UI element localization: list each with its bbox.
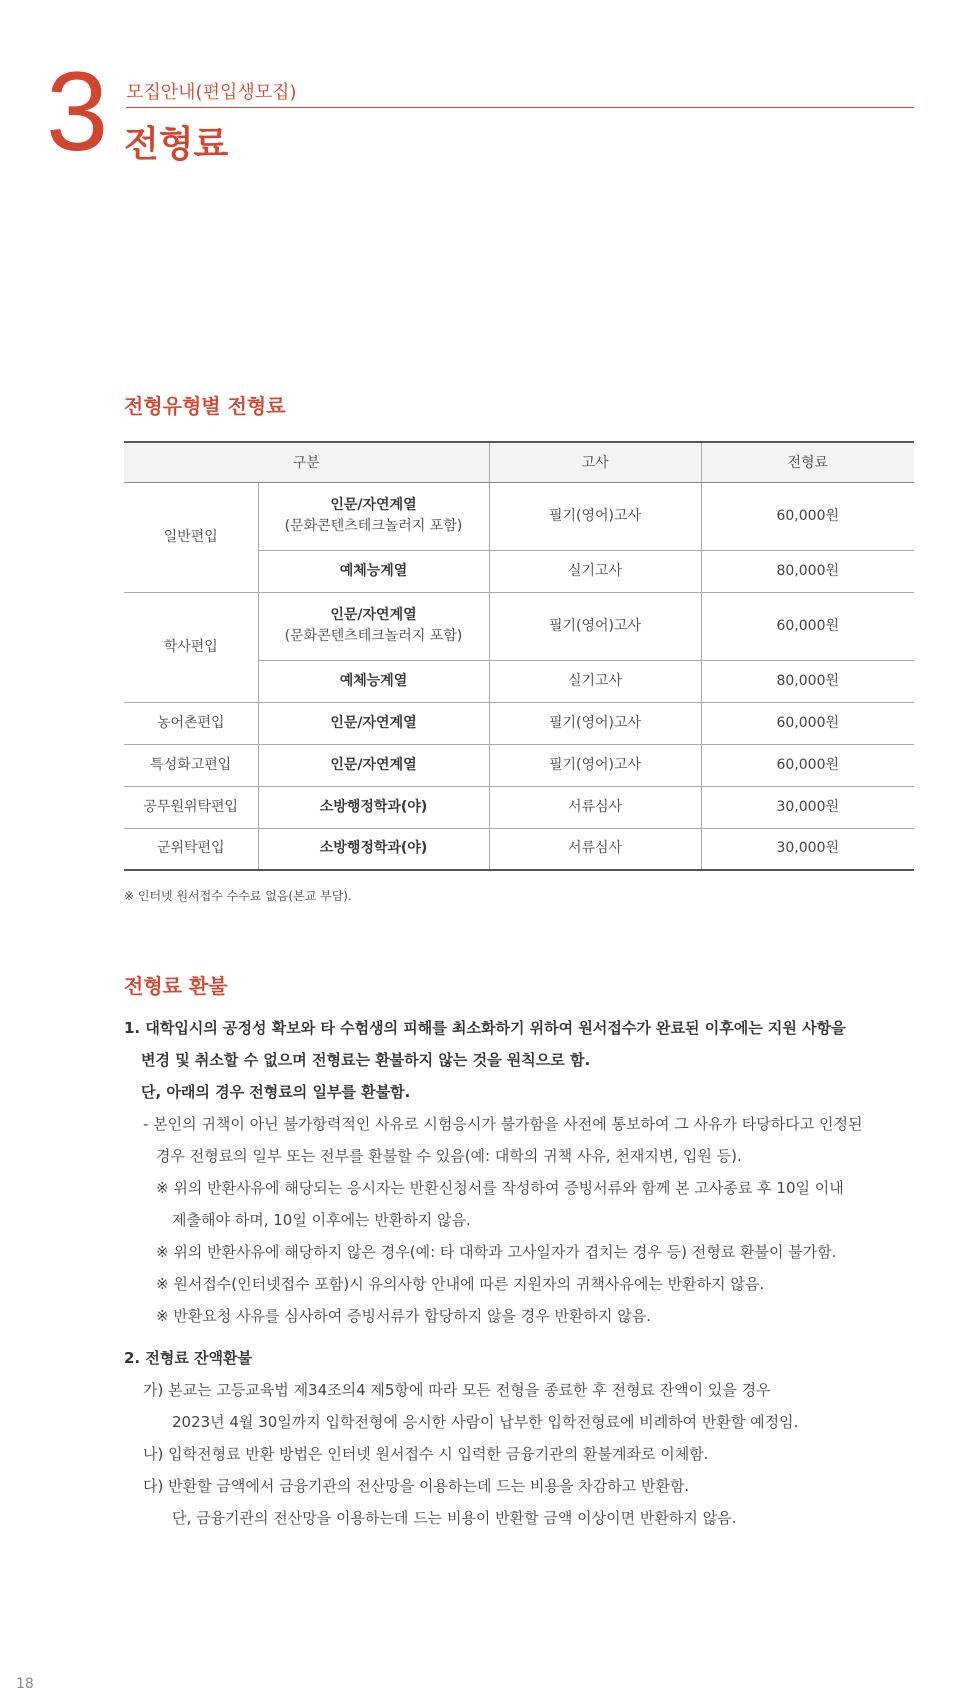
page-title: 전형료	[124, 124, 229, 165]
balance-refund-line: 가) 본교는 고등교육법 제34조의4 제5항에 따라 모든 전형을 종료한 후 전형료 잔액이 있을 경우	[143, 1381, 771, 1399]
dept-label: 인문/자연계열	[330, 497, 417, 513]
exam-cell: 필기(영어)고사	[489, 702, 701, 744]
table-header-row	[124, 442, 914, 482]
group-cell: 농어촌편입	[124, 702, 258, 744]
refund-note-line: ※ 반환요청 사유를 심사하여 증빙서류가 합당하지 않을 경우 반환하지 않음.	[156, 1307, 651, 1325]
group-cell: 특성화고편입	[124, 744, 258, 786]
refund-note-line: ※ 위의 반환사유에 해당하지 않은 경우(예: 타 대학과 고사일자가 겹치는 경우 등) 전형료 환불이 불가함.	[156, 1243, 837, 1261]
group-cell: 일반편입	[124, 482, 258, 592]
refund-section-title: 전형료 환불	[124, 974, 228, 998]
page-number: 18	[16, 1676, 34, 1692]
refund-paragraph-line: 1. 대학입시의 공정성 확보와 타 수험생의 피해를 최소화하기 위하여 원서접수가 완료된 이후에는 지원 사항을	[124, 1019, 846, 1037]
table-row	[124, 482, 914, 550]
refund-detail-line: - 본인의 귀책이 아닌 불가항력적인 사유로 시험응시가 불가함을 사전에 통보하여 그 사유가 타당하다고 인정된	[143, 1115, 863, 1133]
fee-note: ※ 인터넷 원서접수 수수료 없음(본교 부담).	[124, 889, 352, 903]
exam-cell: 필기(영어)고사	[489, 482, 701, 550]
fee-cell: 60,000원	[701, 592, 914, 660]
refund-note-line: 제출해야 하며, 10일 이후에는 반환하지 않음.	[172, 1211, 471, 1229]
dept-label: 인문/자연계열	[330, 607, 417, 623]
refund-body	[124, 1012, 924, 1534]
balance-refund-line: 단, 금융기관의 전산망을 이용하는데 드는 비용이 반환할 금액 이상이면 반환하지 않음.	[172, 1509, 737, 1527]
exam-cell: 서류심사	[489, 828, 701, 870]
dept-note: (문화콘텐츠테크놀러지 포함)	[284, 518, 463, 534]
fee-cell: 30,000원	[701, 786, 914, 828]
fee-table	[124, 441, 914, 871]
group-cell: 군위탁편입	[124, 828, 258, 870]
dept-cell	[258, 592, 489, 660]
exam-cell: 실기고사	[489, 550, 701, 592]
table-row	[124, 702, 914, 744]
group-cell: 공무원위탁편입	[124, 786, 258, 828]
fee-cell: 60,000원	[701, 482, 914, 550]
exam-cell: 서류심사	[489, 786, 701, 828]
dept-cell: 소방행정학과(야)	[258, 828, 489, 870]
exam-cell: 필기(영어)고사	[489, 592, 701, 660]
chapter-number: 3	[46, 49, 109, 174]
dept-cell: 인문/자연계열	[258, 744, 489, 786]
chapter-subtitle: 모집안내(편입생모집)	[126, 82, 297, 103]
fee-section-title: 전형유형별 전형료	[124, 394, 286, 418]
column-header-exam: 고사	[489, 442, 701, 482]
fee-cell: 80,000원	[701, 660, 914, 702]
exam-cell: 필기(영어)고사	[489, 744, 701, 786]
refund-paragraph-line: 단, 아래의 경우 전형료의 일부를 환불함.	[141, 1083, 411, 1101]
dept-cell: 예체능계열	[258, 660, 489, 702]
balance-refund-line: 다) 반환할 금액에서 금융기관의 전산망을 이용하는데 드는 비용을 차감하고 반환함.	[143, 1477, 690, 1495]
balance-refund-title: 2. 전형료 잔액환불	[124, 1349, 253, 1367]
group-cell: 학사편입	[124, 592, 258, 702]
dept-cell: 인문/자연계열	[258, 702, 489, 744]
dept-note: (문화콘텐츠테크놀러지 포함)	[284, 628, 463, 644]
fee-cell: 60,000원	[701, 702, 914, 744]
fee-cell: 60,000원	[701, 744, 914, 786]
dept-cell: 소방행정학과(야)	[258, 786, 489, 828]
fee-cell: 30,000원	[701, 828, 914, 870]
refund-detail-line: 경우 전형료의 일부 또는 전부를 환불할 수 있음(예: 대학의 귀책 사유, 천재지변, 입원 등).	[156, 1147, 742, 1165]
balance-refund-line: 나) 입학전형료 반환 방법은 인터넷 원서접수 시 입력한 금융기관의 환불계좌로 이체함.	[143, 1445, 709, 1463]
table-row	[124, 828, 914, 870]
exam-cell: 실기고사	[489, 660, 701, 702]
header-divider	[126, 107, 914, 108]
refund-note-line: ※ 원서접수(인터넷접수 포함)시 유의사항 안내에 따른 지원자의 귀책사유에는 반환하지 않음.	[156, 1275, 765, 1293]
table-row	[124, 786, 914, 828]
refund-note-line: ※ 위의 반환사유에 해당되는 응시자는 반환신청서를 작성하여 증빙서류와 함께 본 고사종료 후 10일 이내	[156, 1179, 844, 1197]
table-row	[124, 744, 914, 786]
column-header-fee: 전형료	[701, 442, 914, 482]
column-header-category: 구분	[124, 442, 489, 482]
balance-refund-line: 2023년 4월 30일까지 입학전형에 응시한 사람이 납부한 입학전형료에 비례하여 반환할 예정임.	[172, 1413, 799, 1431]
refund-paragraph-line: 변경 및 취소할 수 없으며 전형료는 환불하지 않는 것을 원칙으로 함.	[141, 1051, 591, 1069]
dept-cell: 예체능계열	[258, 550, 489, 592]
table-row	[124, 592, 914, 660]
dept-cell	[258, 482, 489, 550]
fee-cell: 80,000원	[701, 550, 914, 592]
